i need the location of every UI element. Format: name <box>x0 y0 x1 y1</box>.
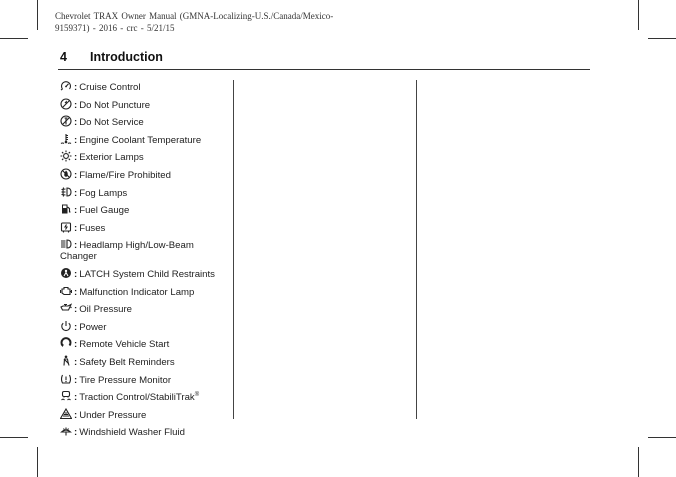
crop-mark-top-left-v <box>37 0 38 30</box>
flame-prohibited-icon <box>60 168 72 180</box>
symbol-separator: : <box>74 374 78 386</box>
engine-coolant-temperature-icon <box>60 133 72 145</box>
symbol-list-item <box>60 133 228 146</box>
latch-child-restraints-icon <box>60 267 72 279</box>
symbol-list-item <box>60 320 228 333</box>
symbol-list-item <box>60 408 228 421</box>
oil-pressure-icon <box>60 302 72 314</box>
crop-mark-bottom-right-v <box>638 447 639 477</box>
under-pressure-icon <box>60 408 72 420</box>
windshield-washer-fluid-icon <box>60 425 72 437</box>
symbol-list-item <box>60 425 228 438</box>
symbol-separator: : <box>74 134 78 146</box>
symbol-separator: : <box>74 169 78 181</box>
running-head <box>55 10 355 34</box>
symbol-label: Fuses <box>79 222 106 234</box>
symbol-separator: : <box>74 152 78 164</box>
running-head-line-1: Chevrolet TRAX Owner Manual (GMNA-Localizing-U.S./Canada/Mexico- <box>55 11 334 21</box>
symbol-label: Fog Lamps <box>79 187 128 199</box>
symbol-separator: : <box>74 392 78 404</box>
malfunction-indicator-lamp-icon <box>60 285 72 297</box>
symbol-separator: : <box>74 99 78 111</box>
symbol-separator: : <box>74 187 78 199</box>
symbol-label: Safety Belt Reminders <box>79 356 175 368</box>
registered-mark: ® <box>194 392 200 399</box>
symbol-label: Power <box>79 321 107 333</box>
do-not-puncture-icon <box>60 98 72 110</box>
page-number: 4 <box>60 50 67 64</box>
symbol-separator: : <box>74 427 78 439</box>
symbol-label: Traction Control/StabiliTrak <box>79 392 195 404</box>
symbol-list-item <box>60 285 228 298</box>
header-rule <box>58 69 590 70</box>
symbol-separator: : <box>74 240 78 252</box>
symbol-list-item <box>60 186 228 199</box>
tire-pressure-monitor-icon <box>60 373 72 385</box>
symbol-separator: : <box>74 409 78 421</box>
crop-mark-bottom-right-h <box>648 437 676 438</box>
fuel-gauge-icon <box>60 203 72 215</box>
symbol-label: Malfunction Indicator Lamp <box>79 286 195 298</box>
crop-mark-bottom-left-v <box>37 447 38 477</box>
symbol-label: Remote Vehicle Start <box>79 339 170 351</box>
symbol-separator: : <box>74 356 78 368</box>
section-title: Introduction <box>90 50 163 64</box>
do-not-service-icon <box>60 115 72 127</box>
symbol-label: Oil Pressure <box>79 304 132 316</box>
symbol-separator: : <box>74 339 78 351</box>
column-divider-1 <box>233 80 234 419</box>
symbol-label: Do Not Puncture <box>79 99 151 111</box>
symbol-list-item <box>60 390 228 403</box>
crop-mark-top-right-h <box>648 38 676 39</box>
symbol-label: Do Not Service <box>79 117 144 129</box>
running-head-line-2: 9159371) - 2016 - crc - 5/21/15 <box>55 23 175 33</box>
symbol-list-item <box>60 267 228 280</box>
symbol-separator: : <box>74 222 78 234</box>
symbol-label: Under Pressure <box>79 409 147 421</box>
symbol-list-item <box>60 221 228 234</box>
column-divider-2 <box>416 80 417 419</box>
symbol-separator: : <box>74 205 78 217</box>
power-icon <box>60 320 72 332</box>
symbol-list-item <box>60 203 228 216</box>
symbol-separator: : <box>74 321 78 333</box>
symbol-separator: : <box>74 268 78 280</box>
symbol-list-item <box>60 98 228 111</box>
page-header <box>60 50 163 64</box>
symbol-separator: : <box>74 82 78 93</box>
crop-mark-top-right-v <box>638 0 639 30</box>
symbol-label: Fuel Gauge <box>79 205 130 217</box>
symbol-label: Engine Coolant Temperature <box>79 134 202 146</box>
symbol-label: Headlamp High/Low-Beam Changer <box>60 240 194 263</box>
traction-control-icon <box>60 390 72 402</box>
symbol-separator: : <box>74 117 78 129</box>
symbol-list-item <box>60 337 228 350</box>
symbol-separator: : <box>74 286 78 298</box>
symbol-label: Tire Pressure Monitor <box>79 374 172 386</box>
symbol-list-item <box>60 168 228 181</box>
symbol-list <box>60 80 228 443</box>
symbol-separator: : <box>74 304 78 316</box>
safety-belt-reminder-icon <box>60 355 72 367</box>
remote-vehicle-start-icon <box>60 337 72 349</box>
symbol-list-item <box>60 373 228 386</box>
symbol-list-item <box>60 150 228 163</box>
cruise-control-icon <box>60 80 72 92</box>
symbol-list-item <box>60 115 228 128</box>
crop-mark-bottom-left-h <box>0 437 28 438</box>
symbol-label: Flame/Fire Prohibited <box>79 169 171 181</box>
fog-lamps-icon <box>60 186 72 198</box>
exterior-lamps-icon <box>60 150 72 162</box>
symbol-label: LATCH System Child Restraints <box>79 268 215 280</box>
headlamp-beam-changer-icon <box>60 238 72 250</box>
symbol-list-item <box>60 355 228 368</box>
symbol-list-item <box>60 80 228 93</box>
symbol-label: Windshield Washer Fluid <box>79 427 185 439</box>
symbol-list-item <box>60 302 228 315</box>
fuses-icon <box>60 221 72 233</box>
symbol-label: Cruise Control <box>79 82 141 93</box>
crop-mark-top-left-h <box>0 38 28 39</box>
symbol-label: Exterior Lamps <box>79 152 144 164</box>
symbol-list-item <box>60 238 228 262</box>
